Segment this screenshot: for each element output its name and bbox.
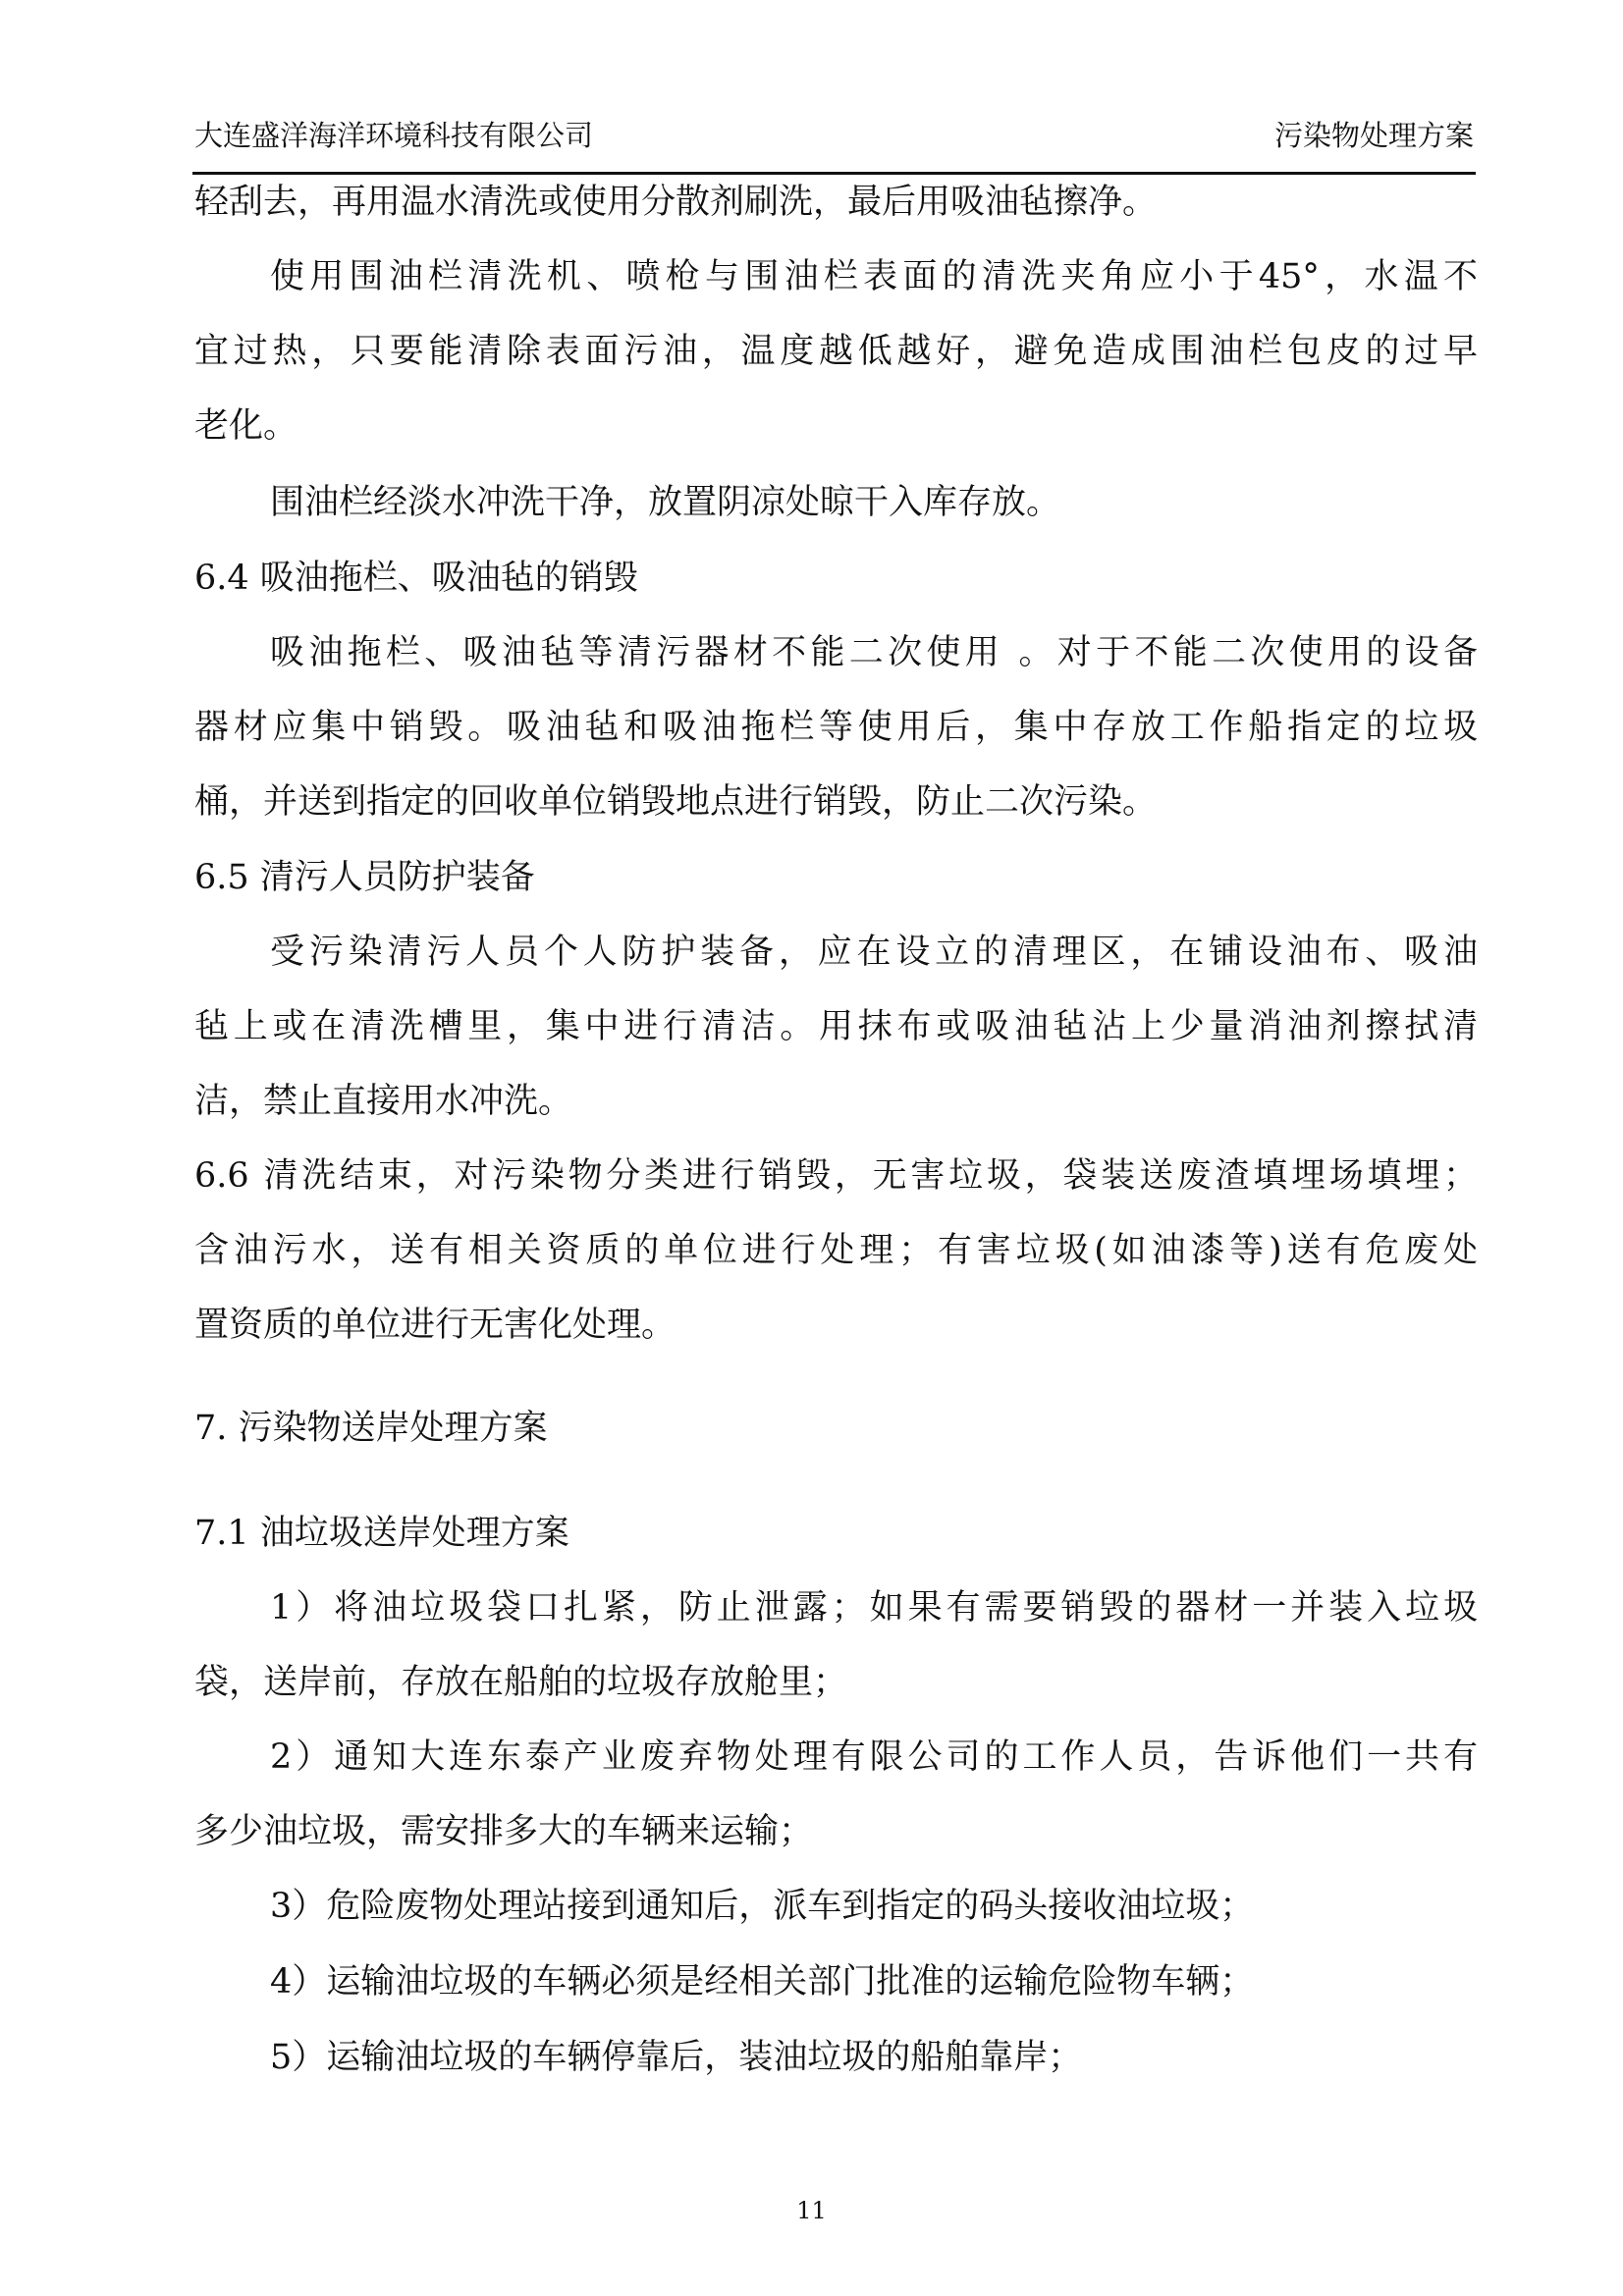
paragraph-line: 置资质的单位进行无害化处理。 [194, 1306, 676, 1345]
header-doc-title: 污染物处理方案 [1273, 119, 1474, 152]
paragraph-line: 宜过热，只要能清除表面污油，温度越低越好，避免造成围油栏包皮的过早 [194, 332, 1478, 371]
paragraph-line: 桶，并送到指定的回收单位销毁地点进行销毁，防止二次污染。 [194, 782, 1158, 822]
paragraph-line: 老化。 [194, 406, 298, 446]
section-heading-7-1: 7.1 油垃圾送岸处理方案 [194, 1514, 569, 1553]
section-heading-6-4: 6.4 吸油拖栏、吸油毡的销毁 [194, 559, 638, 598]
paragraph-line: 围油栏经淡水冲洗干净，放置阴凉处晾干入库存放。 [270, 483, 1061, 522]
list-item-continued: 袋，送岸前，存放在船舶的垃圾存放舱里； [194, 1663, 848, 1702]
list-item: 5）运输油垃圾的车辆停靠后，装油垃圾的船舶靠岸； [270, 2038, 1083, 2077]
paragraph-line: 含油污水，送有相关资质的单位进行处理；有害垃圾(如油漆等)送有危废处 [194, 1231, 1478, 1270]
paragraph-line: 吸油拖栏、吸油毡等清污器材不能二次使用 。对于不能二次使用的设备 [270, 633, 1478, 672]
list-item-continued: 多少油垃圾，需安排多大的车辆来运输； [194, 1812, 814, 1851]
header-company: 大连盛洋海洋环境科技有限公司 [194, 119, 594, 152]
paragraph-line: 轻刮去，再用温水清洗或使用分散剂刷洗，最后用吸油毡擦净。 [194, 183, 1158, 222]
paragraph-line: 洁，禁止直接用水冲洗。 [194, 1082, 573, 1121]
section-heading-7: 7. 污染物送岸处理方案 [194, 1409, 548, 1448]
paragraph-line: 6.6 清洗结束，对污染物分类进行销毁，无害垃圾，袋装送废渣填埋场填埋； [194, 1156, 1478, 1196]
header-divider [192, 172, 1476, 175]
list-item: 4）运输油垃圾的车辆必须是经相关部门批准的运输危险物车辆； [270, 1962, 1255, 2002]
list-item: 1）将油垃圾袋口扎紧，防止泄露；如果有需要销毁的器材一并装入垃圾 [270, 1588, 1478, 1628]
section-heading-6-5: 6.5 清污人员防护装备 [194, 858, 535, 897]
list-item: 3）危险废物处理站接到通知后，派车到指定的码头接收油垃圾； [270, 1887, 1255, 1926]
page-number: 11 [796, 2197, 827, 2224]
paragraph-line: 毡上或在清洗槽里，集中进行清洁。用抹布或吸油毡沾上少量消油剂擦拭清 [194, 1007, 1478, 1046]
paragraph-line: 受污染清污人员个人防护装备，应在设立的清理区，在铺设油布、吸油 [270, 933, 1478, 972]
list-item: 2）通知大连东泰产业废弃物处理有限公司的工作人员，告诉他们一共有 [270, 1737, 1478, 1777]
paragraph-line: 器材应集中销毁。吸油毡和吸油拖栏等使用后，集中存放工作船指定的垃圾 [194, 708, 1478, 747]
paragraph-line: 使用围油栏清洗机、喷枪与围油栏表面的清洗夹角应小于45°，水温不 [270, 257, 1478, 296]
